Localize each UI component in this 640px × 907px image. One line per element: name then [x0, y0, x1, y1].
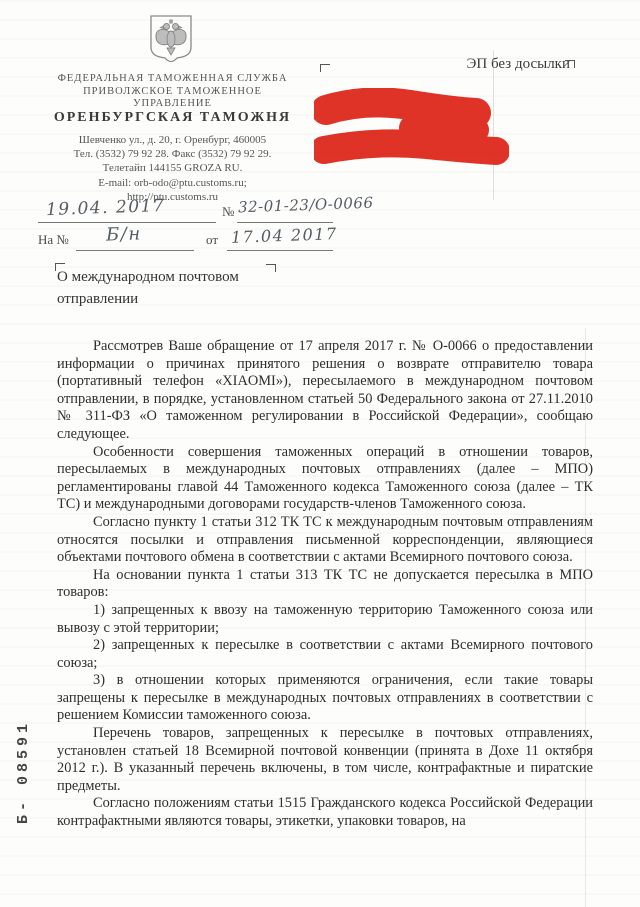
- org-line-1: ФЕДЕРАЛЬНАЯ ТАМОЖЕННАЯ СЛУЖБА: [57, 73, 288, 84]
- incoming-date-handwritten: 17.04 2017: [230, 224, 338, 247]
- letterhead-organization: [30, 73, 315, 111]
- paragraph-civil-code: Согласно положениям статьи 1515 Гражданского кодекса Российской Федерации контрафактными являются товары, этикетки, упаковки товаров, на: [57, 795, 593, 830]
- phone-fax: Тел. (3532) 79 92 28. Факс (3532) 79 92 29.: [73, 148, 272, 161]
- paragraph-article-312: Согласно пункту 1 статьи 312 ТК ТС к международным почтовым отправлениям относятся посылки и отправления письменной корреспонденции, являющиеся объектами почтового обмена в соответствии с актами Всемирного почтового союза.: [57, 513, 593, 566]
- paragraph-intro: Рассмотрев Ваше обращение от 17 апреля 2017 г. № О-0066 о предоставлении информации о причинах принятого решения о возврате отправителю товара (портативный телефон «XIAOMI»), пересылаемого в международном почтовом отправлении, в порядке, установленном статьей 50 Федерального закона от 27.11.2010 № 311-ФЗ «О таможенном регулировании в Российской Федерации», сообщаю следующее.: [57, 338, 593, 442]
- list-item-2: 2) запрещенных к пересылке в соответствии с актами Всемирного почтового союза;: [57, 637, 593, 671]
- customs-office-name: ОРЕНБУРГСКАЯ ТАМОЖНЯ: [53, 110, 292, 125]
- incoming-ref-label: На №: [38, 232, 69, 247]
- outgoing-number-handwritten: 32-01-23/О-0066: [237, 193, 374, 217]
- outgoing-date-handwritten: 19.04. 2017: [45, 195, 166, 221]
- ep-delivery-note: ЭП без досылки: [466, 56, 570, 72]
- incoming-date-underline: [227, 249, 333, 251]
- outgoing-number-underline: [237, 221, 333, 223]
- redaction-marker: [314, 88, 509, 173]
- email: E-mail: orb-odo@ptu.customs.ru;: [98, 176, 247, 189]
- org-line-3: УПРАВЛЕНИЕ: [133, 98, 212, 109]
- list-item-3: 3) в отношении которых применяются ограничения, если такие товары запрещены к пересылке в международных почтовых отправлениях в соответствии с решением Комиссии таможенного союза.: [57, 672, 593, 724]
- org-line-2: ПРИВОЛЖСКОЕ ТАМОЖЕННОЕ: [83, 85, 262, 97]
- teletype: Телетайп 144155 GROZA RU.: [102, 162, 243, 175]
- outgoing-date-underline: [38, 221, 216, 223]
- letterhead-contacts: [30, 134, 315, 205]
- postal-address: Шевченко ул., д. 20, г. Оренбург, 460005: [78, 134, 267, 146]
- addressee-corner-mark-left: [320, 64, 330, 72]
- letter-body: [57, 338, 593, 831]
- subject-line: [57, 266, 239, 310]
- subject-line-1: О международном почтовом: [57, 269, 239, 285]
- paragraph-article-313: На основании пункта 1 статьи 313 ТК ТС не допускается пересылка в МПО товаров:: [57, 566, 593, 601]
- registration-number-stamp: Б- 08591: [15, 720, 32, 825]
- subject-line-2: отправлении: [57, 291, 139, 307]
- addressee-corner-mark-right: [565, 60, 575, 68]
- paragraph-features: Особенности совершения таможенных операций в отношении товаров, пересылаемых в международных почтовых отправлениях (далее – МПО) регламентированы главой 44 Таможенного кодекса Таможенного союза (далее – ТК ТС) и международными договорами государств-членов Таможенного союза.: [57, 443, 593, 513]
- number-sign: №: [222, 204, 235, 219]
- subject-corner-mark-right: [266, 264, 276, 272]
- paragraph-convention: Перечень товаров, запрещенных к пересылке в почтовых отправлениях, установлен статьей 18 Всемирной почтовой конвенции (принята в Дохе 11 октября 2012 г.). В указанный перечень включены, в том числе, контрафактные и пиратские предметы.: [57, 725, 593, 794]
- coat-of-arms-double-headed-eagle-icon: [146, 13, 196, 69]
- website: http://ptu.customs.ru: [126, 190, 219, 203]
- incoming-number-underline: [76, 249, 194, 251]
- from-label: от: [206, 232, 219, 247]
- incoming-number-handwritten: Б/н: [105, 223, 143, 246]
- list-item-1: 1) запрещенных к ввозу на таможенную территорию Таможенного союза или вывозу с этой территории;: [57, 601, 593, 636]
